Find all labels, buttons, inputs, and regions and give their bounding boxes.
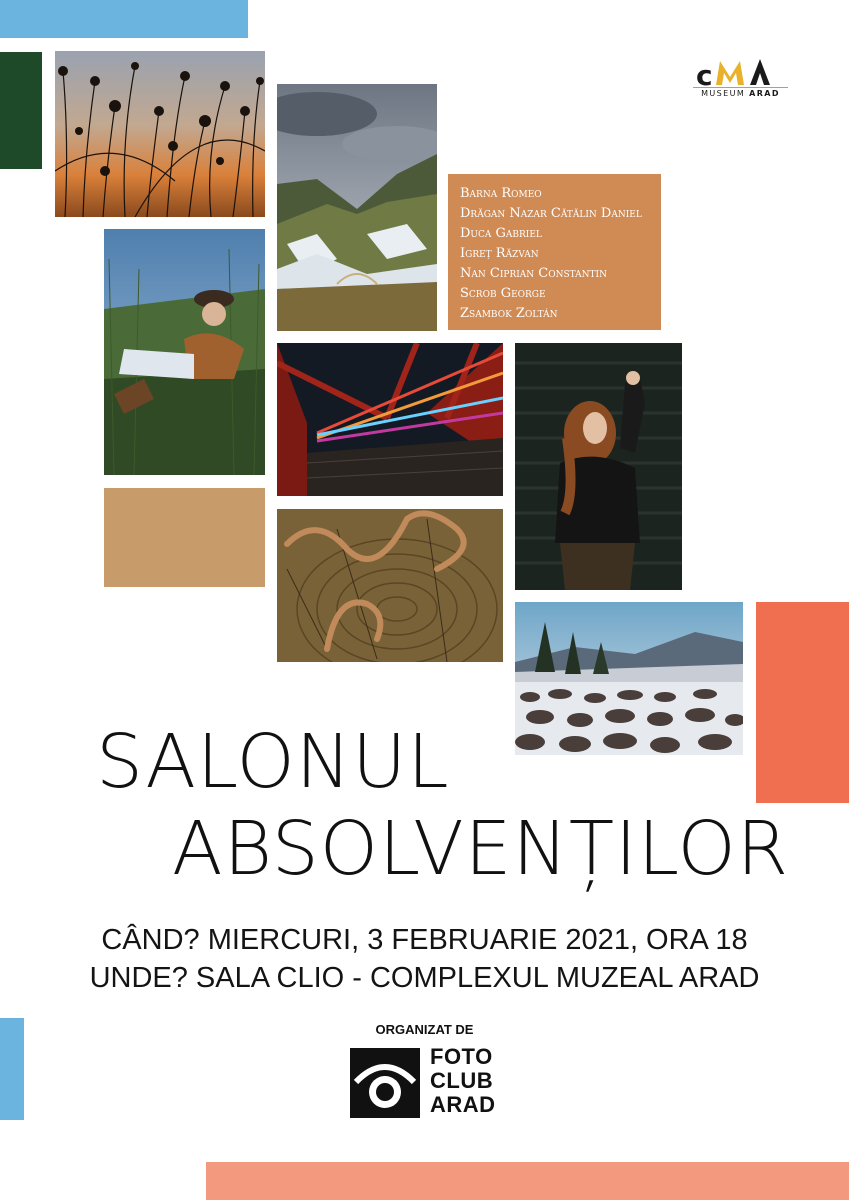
decor-block-tan [104,488,265,587]
photo-woman-portrait [515,343,682,590]
organized-by-label: ORGANIZAT DE [375,1022,474,1037]
title-line-1: SALONUL [96,719,450,805]
participant-name: Barna Romeo [460,186,542,201]
participant-name: Zsambok Zoltán [460,306,558,321]
logo-subtitle-arad: ARAD [749,89,780,98]
participant-name: Igreț Răzvan [460,246,539,261]
wordmark-line-2: CLUB [430,1068,494,1093]
svg-text:c: c [696,59,713,89]
event-where: UNDE? SALA CLIO - COMPLEXUL MUZEAL ARAD [89,962,760,994]
photo-bridge-light-trails [277,343,503,496]
participants-list [448,174,661,330]
logo-subtitle-museum: MUSEUM [701,89,746,98]
photo-winter-landscape [515,602,743,755]
event-when: CÂND? MIERCURI, 3 FEBRUARIE 2021, ORA 18 [101,924,748,956]
decor-block-green [0,52,42,169]
decor-block-bottom-salmon [206,1162,849,1200]
foto-club-eye-icon [350,1048,420,1118]
photo-portrait-in-grass [104,229,265,475]
decor-block-top-blue [0,0,248,38]
participant-name: Drăgan Nazar Cătălin Daniel [460,206,642,221]
decor-block-coral [756,602,849,803]
photo-mountain-valley [277,84,437,331]
title-line-2: ABSOLVENȚILOR [172,806,790,892]
wordmark-line-1: FOTO [430,1044,493,1069]
foto-club-arad-wordmark [430,1045,496,1117]
wordmark-line-3: ARAD [430,1092,496,1117]
participant-name: Scrob George [460,286,546,301]
participant-name: Duca Gabriel [460,226,542,241]
photo-wood-with-nails [277,509,503,662]
photo-plant-silhouettes [55,51,265,217]
museum-arad-logo-subtitle [693,87,788,98]
participant-name: Nan Ciprian Constantin [460,266,607,281]
